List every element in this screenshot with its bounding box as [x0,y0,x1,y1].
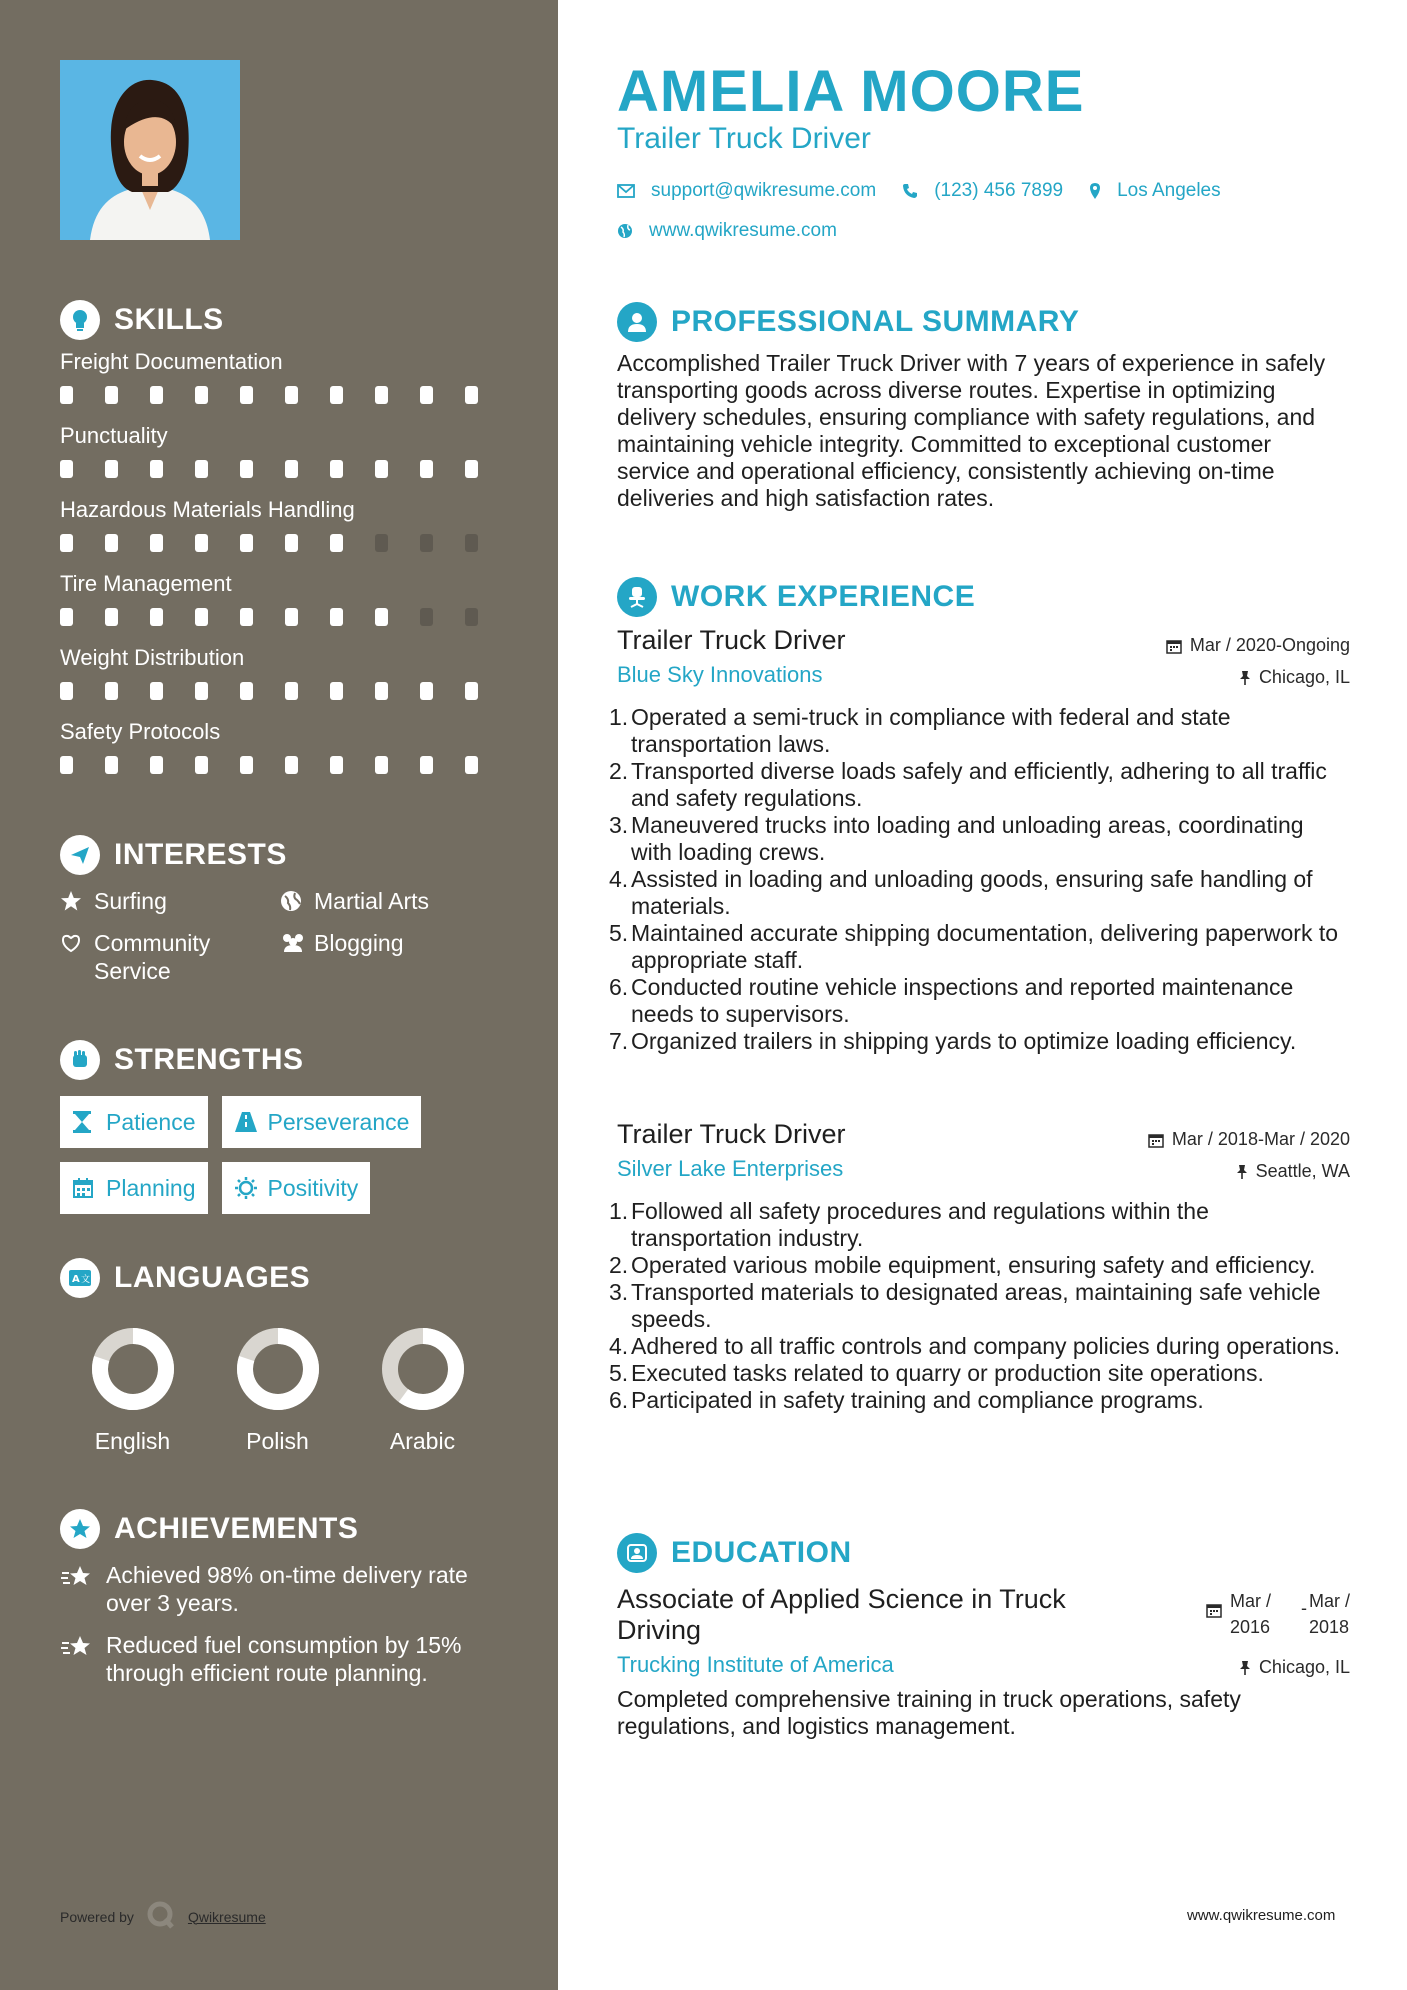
skill-level-dot [195,534,208,552]
pushpin-icon [1239,670,1251,686]
contact-email[interactable] [617,180,876,202]
skill-level-dot [330,756,343,774]
skill-level-dot [150,756,163,774]
strength-label: Planning [106,1175,196,1201]
skill-level-dot [465,386,478,404]
skill-level-dot [150,386,163,404]
achievements-title: ACHIEVEMENTS [114,1512,359,1545]
skill-level-dot [420,386,433,404]
job-entry [609,1119,1350,1414]
experience-title: WORK EXPERIENCE [671,580,976,613]
skill-level-dot [330,386,343,404]
skill-level-dot [420,534,433,552]
sidebar [0,0,558,1990]
skill-level-dot [465,460,478,478]
globe-icon [280,887,306,915]
duty-item: 2. Operated various mobile equipment, ensuring safety and efficiency. [617,1252,1350,1279]
skill-level-dot [285,608,298,626]
calendar-icon [72,1175,98,1201]
skill-level-dot [150,534,163,552]
job-dates [1148,1129,1350,1150]
pushpin-icon [1239,1660,1251,1676]
skill-level-dot [105,682,118,700]
candidate-role: Trailer Truck Driver [617,122,871,155]
interest-item [280,929,500,985]
skill-item [60,716,510,782]
skill-level-dot [420,608,433,626]
powered-by-label: Powered by [60,1908,134,1925]
duty-item: 5. Maintained accurate shipping documentation, delivering paperwork to appropriate staff. [617,920,1350,974]
education-title: EDUCATION [671,1536,852,1569]
job-duties [609,704,1350,1055]
skill-item [60,494,510,560]
interest-label: Blogging [314,930,404,956]
skill-level-dot [465,682,478,700]
duty-text: Transported materials to designated areas, maintaining safe vehicle speeds. [631,1279,1321,1332]
strengths-title: STRENGTHS [114,1043,304,1076]
skill-level-dot [375,534,388,552]
school-name: Trucking Institute of America [617,1652,894,1677]
duty-text: Operated a semi-truck in compliance with federal and state transportation laws. [631,704,1231,757]
skill-name: Safety Protocols [60,719,221,744]
skill-level-dot [285,682,298,700]
skill-name: Freight Documentation [60,349,283,374]
skill-level-dot [375,608,388,626]
calendar-icon [1206,1602,1222,1618]
road-icon [234,1109,260,1135]
paper-plane-icon [60,835,100,875]
skill-level-dot [240,608,253,626]
duty-text: Assisted in loading and unloading goods, ensuring safe handling of materials. [631,866,1313,919]
summary-title: PROFESSIONAL SUMMARY [671,305,1080,338]
duty-text: Adhered to all traffic controls and company policies during operations. [631,1333,1341,1359]
skills-section [60,298,510,782]
skill-level [60,378,510,412]
job-dates-text: Mar / 2018-Mar / 2020 [1171,1129,1350,1149]
duty-text: Operated various mobile equipment, ensuring safety and efficiency. [631,1252,1316,1278]
strength-label: Positivity [267,1175,359,1201]
duty-item: 7. Organized trailers in shipping yards to optimize loading efficiency. [617,1028,1350,1055]
skill-level-dot [330,608,343,626]
contact-row [617,180,1247,202]
education-entry [617,1584,1350,1740]
location-text: Los Angeles [1117,180,1221,201]
languages-section [60,1256,510,1455]
skill-level-dot [150,608,163,626]
skill-level-dot [195,460,208,478]
skill-level-dot [465,608,478,626]
duty-text: Followed all safety procedures and regulations within the transportation industry. [631,1198,1209,1251]
company-name: Blue Sky Innovations [617,662,823,687]
skill-name: Hazardous Materials Handling [60,497,355,522]
interest-item [60,887,280,915]
skill-level-dot [375,460,388,478]
skill-level-dot [330,682,343,700]
achievement-item [60,1631,510,1687]
skill-level-dot [60,756,73,774]
skill-level-dot [60,608,73,626]
skill-level-dot [60,386,73,404]
duty-item: 6. Participated in safety training and compliance programs. [617,1387,1350,1414]
job-entry [609,625,1350,1055]
achievement-item [60,1561,510,1617]
qwikresume-link[interactable]: Qwikresume [187,1908,266,1925]
skill-level-dot [240,460,253,478]
powered-by [60,1900,266,1933]
duty-text: Transported diverse loads safely and efficiently, adhering to all traffic and safety regulations. [631,758,1327,811]
start-month: Mar / [1229,1591,1271,1611]
skill-level-dot [330,460,343,478]
award-star-icon [60,1509,100,1549]
skill-level-dot [105,534,118,552]
company-name: Silver Lake Enterprises [617,1156,844,1181]
skill-level-dot [195,682,208,700]
date-separator: - [1300,1598,1307,1618]
skill-level-dot [195,756,208,774]
duty-item: 1. Operated a semi-truck in compliance with federal and state transportation laws. [617,704,1350,758]
education-section [617,1531,1350,1575]
skill-level-dot [375,386,388,404]
user-icon [617,302,657,342]
job-dates [1166,635,1350,656]
profile-photo [60,60,240,240]
skill-level-dot [420,756,433,774]
strength-label: Perseverance [267,1109,410,1135]
language-item [60,1326,205,1455]
strength-label: Patience [106,1109,196,1135]
education-location-text: Chicago, IL [1258,1657,1350,1677]
duty-item: 1. Followed all safety procedures and regulations within the transportation industry. [617,1198,1350,1252]
achievement-text: Reduced fuel consumption by 15% through efficient route planning. [106,1632,462,1686]
job-location-text: Seattle, WA [1255,1161,1350,1181]
job-dates-text: Mar / 2020-Ongoing [1189,635,1350,655]
sun-icon [234,1175,260,1201]
skill-level-dot [195,608,208,626]
achievements-section [60,1507,510,1687]
education-description: Completed comprehensive training in truck operations, safety regulations, and logistics management. [617,1686,1241,1739]
job-location [1236,1161,1350,1182]
skill-name: Punctuality [60,423,168,448]
calendar-icon [1148,1132,1164,1148]
skill-level-dot [105,460,118,478]
svg-text:A: A [72,1274,80,1285]
job-location [1239,667,1350,688]
shooting-star-icon [60,1561,96,1596]
phone-text: (123) 456 7899 [934,180,1064,201]
strengths-section [60,1038,510,1214]
skills-list [60,346,510,782]
strength-chip [222,1096,422,1148]
interests-list [60,887,510,985]
duty-item: 3. Maneuvered trucks into loading and unloading areas, coordinating with loading crews. [617,812,1350,866]
interests-section [60,833,510,985]
skill-level [60,526,510,560]
job-title: Trailer Truck Driver [617,1119,846,1149]
duty-text: Conducted routine vehicle inspections and reported maintenance needs to supervisors. [631,974,1294,1027]
skill-level-dot [285,756,298,774]
language-level-ring [90,1326,176,1412]
duty-text: Participated in safety training and compliance programs. [631,1387,1204,1413]
strength-chip [60,1096,208,1148]
skill-level-dot [285,460,298,478]
skill-level-dot [240,386,253,404]
language-level-ring [235,1326,321,1412]
skill-item [60,568,510,634]
interest-item [60,929,280,985]
fist-icon [60,1040,100,1080]
achievement-text: Achieved 98% on-time delivery rate over 3 years. [106,1562,468,1616]
candidate-name: AMELIA MOORE [617,59,1085,124]
duty-item: 4. Assisted in loading and unloading goods, ensuring safe handling of materials. [617,866,1350,920]
skill-level-dot [60,534,73,552]
education-dates [1206,1588,1350,1640]
duty-text: Organized trailers in shipping yards to optimize loading efficiency. [631,1028,1297,1054]
skill-level-dot [150,460,163,478]
experience-section [617,575,1350,619]
interests-title: INTERESTS [114,838,287,871]
interest-label: Martial Arts [314,888,430,914]
translate-icon [60,1258,100,1298]
skill-level-dot [60,682,73,700]
calendar-icon [1166,638,1182,654]
office-chair-icon [617,577,657,617]
language-item [205,1326,350,1455]
language-name: Polish [246,1428,309,1454]
summary-text: Accomplished Trailer Truck Driver with 7 years of experience in safely transporting goods across diverse routes. Expertise in optimizing delivery schedules, ensuring compliance with safety regulations, and maintaining vehicle integrity. Committed to exceptional customer service and operational efficiency, consistently achieving on-time deliveries and high satisfaction rates. [617,350,1326,511]
interest-label: Community Service [94,930,211,984]
skill-level-dot [465,534,478,552]
skill-level-dot [195,386,208,404]
languages-list [60,1326,510,1455]
skill-level-dot [240,756,253,774]
duty-item: 5. Executed tasks related to quarry or production site operations. [617,1360,1350,1387]
language-name: Arabic [389,1428,456,1454]
contact-website[interactable] [617,220,863,242]
degree-title: Associate of Applied Science in Truck Driving [617,1584,1066,1645]
skill-level-dot [105,756,118,774]
strengths-list [60,1096,480,1214]
skill-level [60,748,510,782]
strength-chip [222,1162,371,1214]
job-title: Trailer Truck Driver [617,625,846,655]
interest-label: Surfing [94,888,167,914]
globe-icon [617,223,633,239]
skill-level-dot [60,460,73,478]
duty-item: 4. Adhered to all traffic controls and company policies during operations. [617,1333,1350,1360]
skill-level-dot [150,682,163,700]
interest-item [280,887,500,915]
lightbulb-icon [60,300,100,340]
skill-level-dot [105,608,118,626]
skills-title: SKILLS [114,303,224,336]
envelope-icon [617,184,635,198]
qwikresume-logo-icon [146,1900,176,1933]
skill-level [60,674,510,708]
skill-name: Weight Distribution [60,645,245,670]
education-location [1239,1657,1350,1678]
job-duties [609,1198,1350,1414]
skill-item [60,642,510,708]
heart-hand-icon [60,929,86,957]
skill-level-dot [105,386,118,404]
summary-section [617,300,1350,512]
svg-text:文: 文 [81,1275,91,1285]
job-location-text: Chicago, IL [1258,667,1350,687]
skill-level-dot [420,682,433,700]
contact-location [1089,180,1221,202]
skill-level-dot [375,756,388,774]
duty-item: 3. Transported materials to designated areas, maintaining safe vehicle speeds. [617,1279,1350,1333]
skill-item [60,420,510,486]
hourglass-icon [72,1109,98,1135]
start-year: 2016 [1229,1617,1271,1637]
graduate-icon [617,1533,657,1573]
skill-level [60,452,510,486]
map-pin-icon [1089,182,1101,200]
skill-level-dot [240,682,253,700]
users-icon [280,929,306,957]
duty-text: Executed tasks related to quarry or production site operations. [631,1360,1264,1386]
duty-text: Maneuvered trucks into loading and unloading areas, coordinating with loading crews. [631,812,1304,865]
end-date [1309,1588,1350,1640]
contact-phone[interactable] [902,180,1063,202]
language-level-ring [380,1326,466,1412]
skill-level-dot [330,534,343,552]
skill-level-dot [285,386,298,404]
languages-title: LANGUAGES [114,1261,311,1294]
start-date [1230,1588,1271,1640]
skill-name: Tire Management [60,571,232,596]
duty-item: 2. Transported diverse loads safely and efficiently, adhering to all traffic and safety regulations. [617,758,1350,812]
skill-item [60,346,510,412]
end-year: 2018 [1308,1617,1350,1637]
strength-chip [60,1162,208,1214]
duty-item: 6. Conducted routine vehicle inspections and reported maintenance needs to supervisors. [617,974,1350,1028]
language-item [350,1326,495,1455]
pushpin-icon [1236,1164,1248,1180]
website-text: www.qwikresume.com [649,220,837,241]
skill-level-dot [285,534,298,552]
email-text: support@qwikresume.com [651,180,877,201]
skill-level-dot [375,682,388,700]
phone-icon [902,183,918,199]
skill-level-dot [465,756,478,774]
skill-level [60,600,510,634]
shooting-star-icon [60,1631,96,1666]
star-icon [60,887,86,915]
skill-level-dot [240,534,253,552]
duty-text: Maintained accurate shipping documentation, delivering paperwork to appropriate staff. [631,920,1339,973]
footer-website[interactable]: www.qwikresume.com [1187,1907,1336,1924]
language-name: English [94,1428,171,1454]
end-month: Mar / [1308,1591,1350,1611]
skill-level-dot [420,460,433,478]
